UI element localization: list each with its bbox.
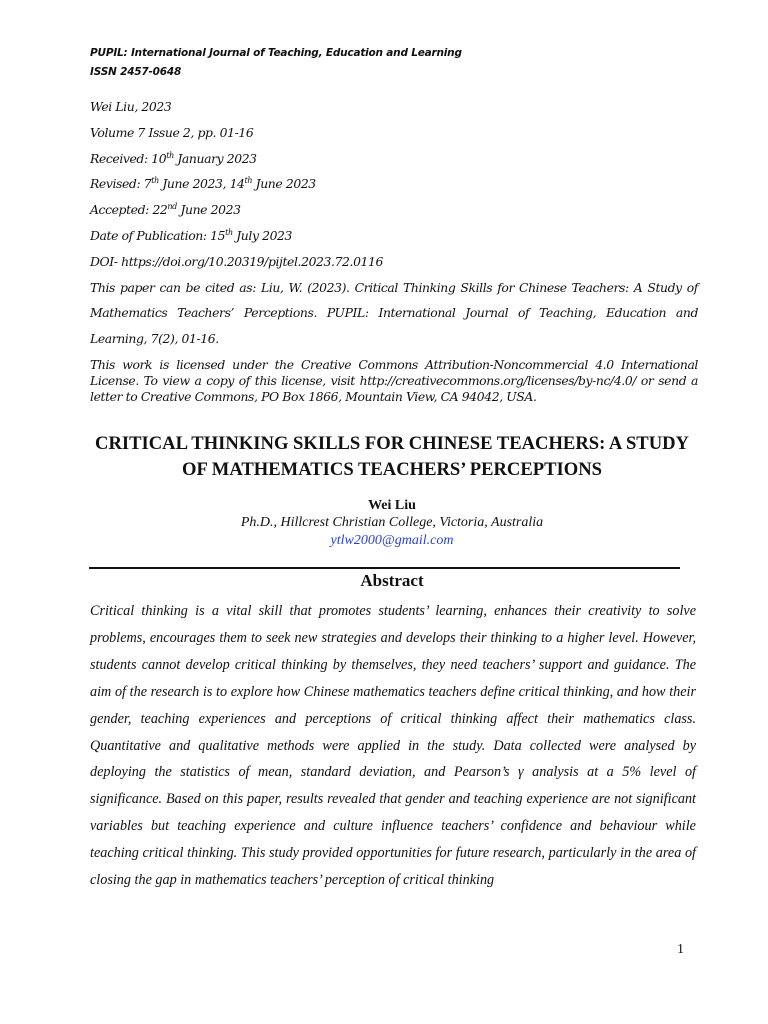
volume-issue: Volume 7 Issue 2, pp. 01-16	[90, 124, 254, 140]
abstract-text: Critical thinking is a vital skill that promotes students’ learning, enhances their creativity to solve problems, encourages them to seek new strategies and develops their thinking to a higher level. However, students cannot develop critical thinking by themselves, they need teachers’ support and guidance. The aim of the research is to explore how Chinese mathematics teachers define critical thinking, and how their gender, teaching experiences and perceptions of critical thinking affect their mathematics class. Quantitative and qualitative methods were applied in the study. Data collected were analysed by deploying the statistics of mean, standard deviation, and Pearson’s γ analysis at a 5% level of significance. Based on this paper, results revealed that gender and teaching experience are not significant variables but teaching experience and culture influence teachers’ confidence and behaviour while teaching critical thinking. This study provided opportunities for future research, particularly in the area of closing the gap in mathematics teachers’ perception of critical thinking	[90, 603, 696, 889]
author-name: Wei Liu	[368, 498, 416, 513]
publication-date: Date of Publication: 15th July 2023	[90, 227, 293, 243]
author-email-link[interactable]: ytlw2000@gmail.com	[330, 533, 454, 548]
accepted-date: Accepted: 22nd June 2023	[90, 202, 241, 218]
doi-link[interactable]: DOI- https://doi.org/10.20319/pijtel.2023.72.0116	[90, 253, 384, 269]
author-affiliation: Ph.D., Hillcrest Christian College, Victoria, Australia	[240, 515, 544, 530]
citation-text: This paper can be cited as: Liu, W. (2023). Critical Thinking Skills for Chinese Teachers: A Study of Mathematics Teachers’ Perceptions. PUPIL: International Journal of Teaching, Education and Learning, 7(2), 01-16.	[90, 279, 698, 346]
journal-header	[90, 44, 462, 82]
abstract-heading: Abstract	[360, 571, 424, 590]
article-metadata	[90, 94, 698, 405]
journal-issn: ISSN 2457-0648	[90, 66, 182, 78]
author-year: Wei Liu, 2023	[90, 99, 172, 114]
section-divider	[89, 567, 680, 569]
page-number: 1	[677, 942, 684, 957]
journal-name: PUPIL: International Journal of Teaching, Education and Learning	[90, 47, 462, 59]
received-date: Received: 10th January 2023	[90, 150, 257, 166]
license-text: This work is licensed under the Creative Commons Attribution-Noncommercial 4.0 International License. To view a copy of this license, visit http://creativecommons.org/licenses/by-nc/4.0/ or send a letter to Creative Commons, PO Box 1866, Mountain View, CA 94042, USA.	[90, 357, 698, 405]
paper-title: CRITICAL THINKING SKILLS FOR CHINESE TEACHERS: A STUDY OF MATHEMATICS TEACHERS’ PERCEPTIONS	[95, 433, 689, 480]
revised-date: Revised: 7th June 2023, 14th June 2023	[90, 176, 316, 192]
